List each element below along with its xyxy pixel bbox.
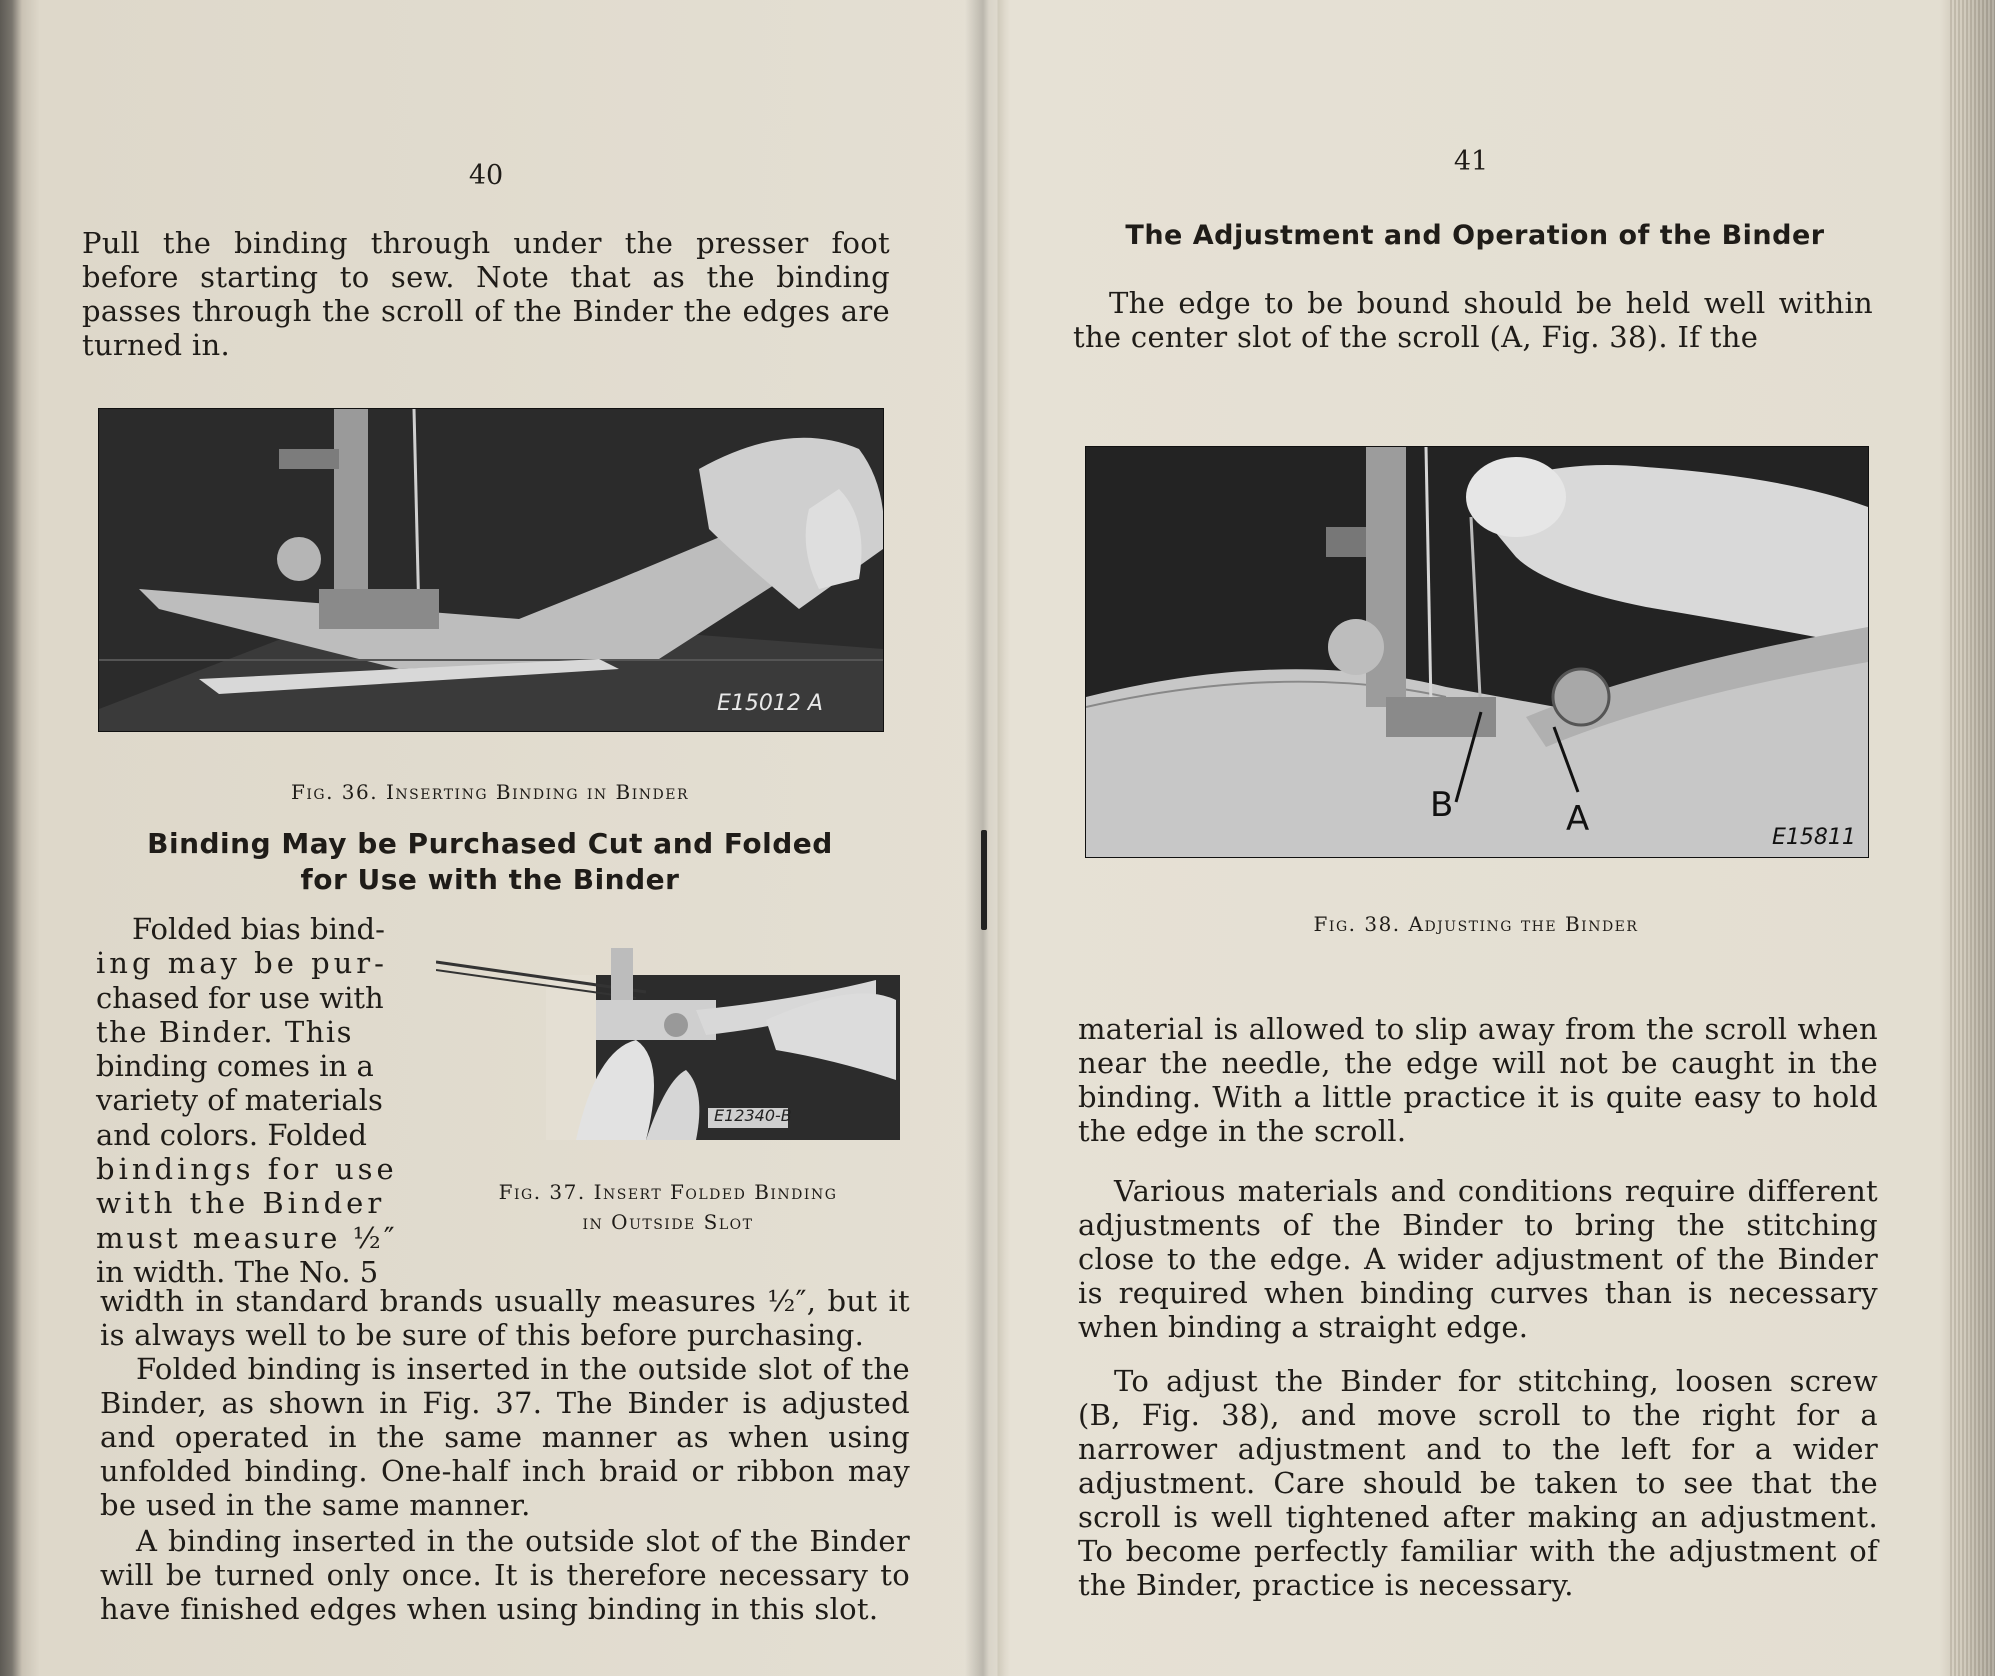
outside-slot-paragraph: A binding inserted in the outside slot of the Binder will be turned only once. It is therefore necessary to have finished edges when using binding in this slot. [100,1524,910,1626]
section-heading-line1: Binding May be Purchased Cut and Folded [147,827,833,860]
folded-binding-paragraph: Folded binding is inserted in the outside slot of the Binder, as shown in Fig. 37. The Binder is adjusted and operated in the same manner as when using unfolded binding. One-half inch braid or ribbon may be used in the same manner. [100,1352,910,1522]
fig37-caption-line2: in Outside Slot [582,1210,754,1234]
fig38-caption: Fig. 38. Adjusting the Binder [1313,912,1639,936]
side-text-line: binding comes in a [96,1049,374,1084]
binder-illustration [436,940,900,1140]
fig38-code: E15811 [1772,825,1856,850]
page-number: 41 [1453,146,1489,177]
fig36-caption: Fig. 36. Inserting Binding in Binder [290,780,689,804]
side-text-line: variety of materials [96,1083,383,1118]
callout-b: B [1430,785,1454,825]
section-heading-line2: for Use with the Binder [300,863,680,896]
side-text-line: chased for use with [96,980,384,1015]
side-text-line: with the Binder [96,1186,386,1221]
page-edges [1950,0,1995,1676]
fig36-photo [98,408,884,732]
fig38-photo [1085,446,1869,858]
various-materials-paragraph: Various materials and conditions require different adjustments of the Binder to bring the stitching close to the edge. A wider adjustment of the Binder is required when binding curves than is necessary when binding a straight edge. [1078,1174,1878,1344]
intro-paragraph: Pull the binding through under the presser foot before starting to sew. Note that as the binding passes through the scroll of the Binder the edges are turned in. [82,226,890,362]
continuation-paragraph: width in standard brands usually measures ½″, but it is always well to be sure of this before purchasing. [100,1284,910,1352]
side-text-column [96,912,406,1289]
right-page [985,0,1995,1676]
adjust-binder-paragraph: To adjust the Binder for stitching, loosen screw (B, Fig. 38), and move scroll to the right for a narrower adjustment and to the left for a wider adjustment. Care should be taken to see that the scroll is well tightened after making an adjustment. To become perfectly familiar with the adjustment of the Binder, practice is necessary. [1078,1364,1878,1602]
center-slot-paragraph: The edge to be bound should be held well within the center slot of the scroll (A, Fig. 38). If the [1073,286,1873,354]
sewing-machine-illustration [99,409,883,731]
fig37-code: E12340-B [714,1106,792,1125]
page-number: 40 [468,160,504,191]
binder-adjustment-illustration [1086,447,1868,857]
callout-a: A [1566,799,1590,839]
side-text-line: ing may be pur- [96,946,388,981]
side-text-line: in width. The No. 5 [96,1254,379,1289]
fig37-illustration [436,940,900,1140]
side-text-line: Folded bias bind- [132,912,385,946]
left-page [0,0,985,1676]
side-text-line: and colors. Folded [96,1117,367,1152]
fig36-code: E15012 A [717,691,823,716]
side-text-line: must measure ½″ [96,1220,398,1255]
section-heading: The Adjustment and Operation of the Binder [1125,220,1825,251]
slip-away-paragraph: material is allowed to slip away from the scroll when near the needle, the edge will not be caught in the binding. With a little practice it is quite easy to hold the edge in the scroll. [1078,1012,1878,1148]
fig37-caption-line1: Fig. 37. Insert Folded Binding [498,1180,838,1204]
side-text-line: the Binder. This [96,1014,353,1049]
side-text-line: bindings for use [96,1152,398,1187]
